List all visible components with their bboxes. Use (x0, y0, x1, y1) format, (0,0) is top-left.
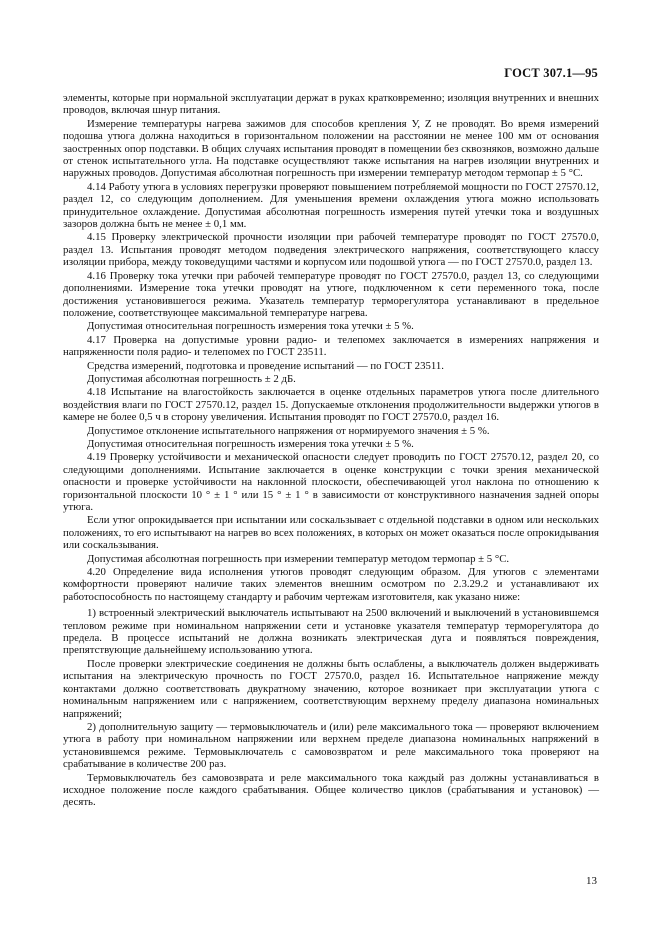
paragraph: 4.16 Проверку тока утечки при рабочей температуре проводят по ГОСТ 27570.0, раздел 13, со следующими дополнениями. Измерение тока утечки проводят на утюге, подключенном к сети переменного тока, после достижения установившегося режима. Указатель температур терморегулятора устанавливают в предельное положение, соответствующее максимальной температуре нагрева. (63, 269, 599, 319)
list-item: 1) встроенный электрический выключатель испытывают на 2500 включений и выключений в установившемся тепловом режиме при номинальном напряжении сети и установке указателя температур терморегулятора до предела. В процессе испытаний не должна возникать электрическая дуга и появляться повреждения, препятствующие дальнейшему использованию утюга. (63, 607, 599, 657)
paragraph: Средства измерений, подготовка и проведение испытаний — по ГОСТ 23511. (87, 359, 444, 372)
paragraph: Допустимая абсолютная погрешность ± 2 дБ. (87, 372, 296, 385)
list-item: 2) дополнительную защиту — термовыключатель и (или) реле максимального тока — проверяют включением утюга в работу при номинальном напряжении или верхнем пределе диапазона номинальных напряжений в установившемся режиме. Термовыключатель с самовозвратом и реле максимального тока проверяют на срабатывание в количестве 200 раз. (63, 720, 599, 771)
paragraph: Термовыключатель без самовозврата и реле максимального тока каждый раз должны устанавливаться в исходное положение после каждого срабатывания. Общее количество циклов (срабатывания и установок) — десять. (63, 771, 599, 809)
paragraph: Измерение температуры нагрева зажимов для способов крепления У, Z не проводят. Во время измерений подошва утюга должна находиться в горизонтальном положении на расстоянии не менее 100 мм от основания заостренных опор подставки. В общих случаях испытания проводят в помещении без сквозняков, возможно дальше от стенок испытательного угла. На подставке осуществляют также испытания на нагрев изоляции внутренних и наружных проводов. Допустимая абсолютная погрешность при измерении температур методом термопар ± 5 °С. (63, 117, 599, 180)
paragraph: 4.19 Проверку устойчивости и механической опасности следует проводить по ГОСТ 27570.12, раздел 20, со следующими дополнениями. Испытание заключается в оценке конструкции с точки зрения механической опасности и проверке устойчивости на наклонной плоскости, обеспечивающей угол наклона по отношению к горизонтальной плоскости 10 ° ± 1 ° или 15 ° ± 1 ° в зависимости от конструктивного назначения задней опоры утюга. (63, 451, 599, 513)
paragraph: После проверки электрические соединения не должны быть ослаблены, а выключатель должен выдерживать испытания на электрическую прочность по ГОСТ 27570.0, раздел 16. Испытательное напряжение между контактами должно соответствовать двукратному значению, которое возникает при эксплуатации утюга с номинальным напряжением или с напряжением, соответствующим верхнему пределу диапазона номинальных напряжений; (63, 657, 599, 720)
paragraph: 4.17 Проверка на допустимые уровни радио- и телепомех заключается в измерениях напряжения и напряженности поля радио- и телепомех по ГОСТ 23511. (63, 333, 599, 359)
paragraph: элементы, которые при нормальной эксплуатации держат в руках кратковременно; изоляция внутренних и внешних проводов, включая шнур питания. (63, 92, 599, 117)
page-number: 13 (586, 875, 597, 887)
paragraph: 4.20 Определение вида исполнения утюгов проводят следующим образом. Для утюгов с элементами комфортности проверяют наличие таких элементов внешним осмотром по 2.3.29.2 и устанавливают их работоспособность по настоящему стандарту и рабочим чертежам изготовителя, как указано ниже: (63, 566, 599, 603)
standard-header: ГОСТ 307.1—95 (504, 66, 598, 80)
paragraph: 4.15 Проверку электрической прочности изоляции при рабочей температуре проводят по ГОСТ 27570.0, раздел 13. Испытания проводят методом подведения электрического напряжения, соответствующего классу изоляции прибора, между токоведущими частями и корпусом или подошвой утюга — по ГОСТ 27570.0, раздел 13. (63, 231, 599, 269)
paragraph: Допустимое отклонение испытательного напряжения от нормируемого значения ± 5 %. (87, 424, 490, 437)
paragraph: Если утюг опрокидывается при испытании или соскальзывает с отдельной подставки в одном или нескольких положениях, то его испытывают на нагрев во всех положениях, в которых он может оказаться после опрокидывания или соскальзывания. (63, 514, 599, 552)
paragraph: Допустимая относительная погрешность измерения тока утечки ± 5 %. (87, 320, 414, 333)
paragraph: 4.14 Работу утюга в условиях перегрузки проверяют повышением потребляемой мощности по ГОСТ 27570.12, раздел 12, со следующим дополнением. Для уменьшения времени охлаждения утюга можно использовать принудительное охлаждение. Допустимая абсолютная погрешность измерения путей утечки тока и воздушных зазоров должна быть не менее ± 0,1 мм. (63, 180, 599, 231)
paragraph: 4.18 Испытание на влагостойкость заключается в оценке отдельных параметров утюга после длительного воздействия влаги по ГОСТ 27570.12, раздел 15. Допускаемые отклонения продолжительности выдержки утюгов в камере не более 0,5 ч в сторону увеличения. Испытания проводят по ГОСТ 27570.0, раздел 16. (63, 386, 599, 424)
paragraph: Допустимая абсолютная погрешность при измерении температур методом термопар ± 5 °С. (87, 552, 510, 565)
paragraph: Допустимая относительная погрешность измерения тока утечки ± 5 %. (87, 437, 414, 450)
body-text (63, 92, 599, 810)
